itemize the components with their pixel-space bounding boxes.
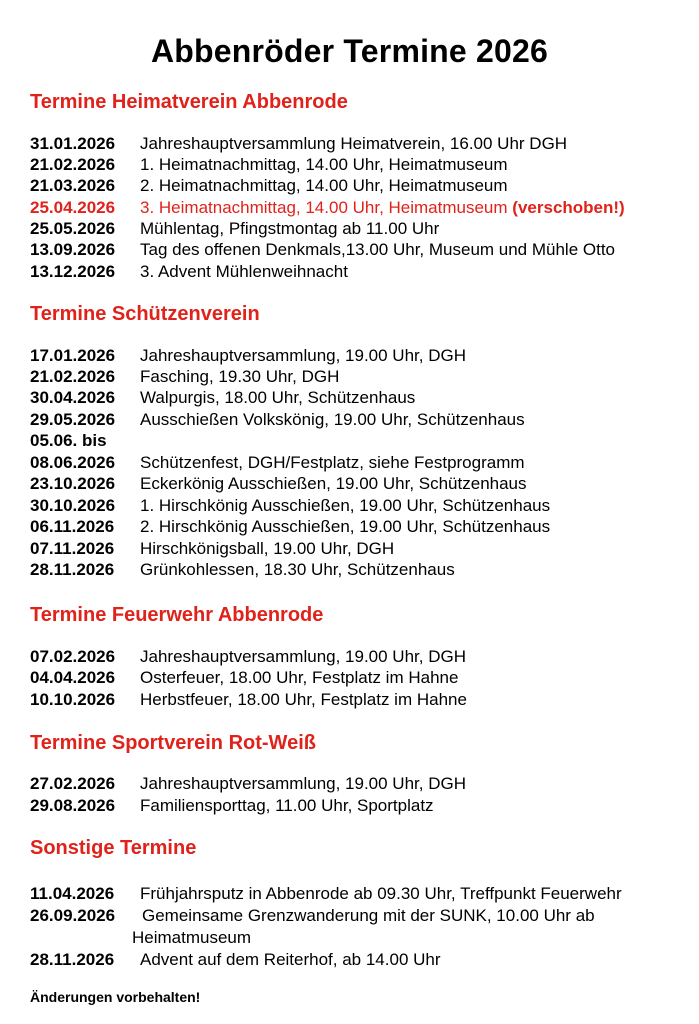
heading-schuetzenverein: Termine Schützenverein — [30, 303, 260, 325]
event-text: Osterfeuer, 18.00 Uhr, Festplatz im Hahne — [140, 668, 459, 687]
event-text: Mühlentag, Pfingstmontag ab 11.00 Uhr — [140, 219, 440, 238]
event-text: 2. Hirschkönig Ausschießen, 19.00 Uhr, Schützenhaus — [140, 517, 551, 536]
heading-feuerwehr: Termine Feuerwehr Abbenrode — [30, 604, 324, 626]
heading-heimatverein: Termine Heimatverein Abbenrode — [30, 91, 348, 113]
event-text: Eckerkönig Ausschießen, 19.00 Uhr, Schützenhaus — [140, 474, 527, 493]
event-text: Walpurgis, 18.00 Uhr, Schützenhaus — [140, 388, 416, 407]
event-date: 21.02.2026 — [30, 367, 116, 386]
event-date: 06.11.2026 — [30, 517, 115, 536]
event-date: 10.10.2026 — [30, 690, 116, 709]
event-date: 25.05.2026 — [30, 219, 116, 238]
event-date: 28.11.2026 — [30, 950, 115, 969]
event-text: 1. Hirschkönig Ausschießen, 19.00 Uhr, Schützenhaus — [140, 496, 551, 515]
event-date-range-start: 05.06. bis — [30, 431, 107, 450]
event-date: 31.01.2026 — [30, 134, 116, 153]
event-text-wrapper — [140, 197, 625, 218]
event-text: Jahreshauptversammlung, 19.00 Uhr, DGH — [140, 774, 466, 793]
event-date: 07.02.2026 — [30, 647, 116, 666]
event-text: Ausschießen Volkskönig, 19.00 Uhr, Schützenhaus — [140, 410, 525, 429]
event-date: 04.04.2026 — [30, 668, 116, 687]
event-text: Gemeinsame Grenzwanderung mit der SUNK, 10.00 Uhr ab — [142, 906, 595, 925]
event-date: 29.05.2026 — [30, 410, 116, 429]
event-text: Familiensporttag, 11.00 Uhr, Sportplatz — [140, 796, 434, 815]
event-text: Schützenfest, DGH/Festplatz, siehe Festprogramm — [140, 453, 525, 472]
event-date: 29.08.2026 — [30, 796, 116, 815]
event-date: 08.06.2026 — [30, 453, 116, 472]
event-text: 3. Advent Mühlenweihnacht — [140, 262, 348, 281]
document-title: Abbenröder Termine 2026 — [150, 33, 549, 69]
event-text: Herbstfeuer, 18.00 Uhr, Festplatz im Hahne — [140, 690, 467, 709]
event-text: Fasching, 19.30 Uhr, DGH — [140, 367, 340, 386]
event-date: 13.12.2026 — [30, 262, 116, 281]
event-date: 26.09.2026 — [30, 906, 116, 925]
event-text: 1. Heimatnachmittag, 14.00 Uhr, Heimatmuseum — [140, 155, 508, 174]
event-date: 13.09.2026 — [30, 240, 116, 259]
event-date: 25.04.2026 — [30, 198, 116, 217]
event-date: 17.01.2026 — [30, 346, 116, 365]
event-date: 23.10.2026 — [30, 474, 116, 493]
event-date: 30.10.2026 — [30, 496, 116, 515]
event-text: Jahreshauptversammlung, 19.00 Uhr, DGH — [140, 346, 466, 365]
event-date: 28.11.2026 — [30, 560, 115, 579]
event-date: 27.02.2026 — [30, 774, 116, 793]
event-text: 2. Heimatnachmittag, 14.00 Uhr, Heimatmuseum — [140, 176, 508, 195]
event-text: Tag des offenen Denkmals,13.00 Uhr, Museum und Mühle Otto — [140, 240, 616, 259]
disclaimer-footer: Änderungen vorbehalten! — [30, 989, 201, 1005]
event-text: Hirschkönigsball, 19.00 Uhr, DGH — [140, 539, 395, 558]
event-text: Jahreshauptversammlung, 19.00 Uhr, DGH — [140, 647, 466, 666]
event-text: Frühjahrsputz in Abbenrode ab 09.30 Uhr, Treffpunkt Feuerwehr — [140, 884, 622, 903]
event-text: Jahreshauptversammlung Heimatverein, 16.00 Uhr DGH — [140, 134, 568, 153]
event-date: 21.03.2026 — [30, 176, 116, 195]
event-text-continuation: Heimatmuseum — [132, 928, 252, 947]
event-text: 3. Heimatnachmittag, 14.00 Uhr, Heimatmuseum — [140, 198, 508, 217]
event-date: 11.04.2026 — [30, 884, 115, 903]
event-date: 07.11.2026 — [30, 539, 115, 558]
postponed-note: (verschoben!) — [512, 198, 625, 217]
event-text: Advent auf dem Reiterhof, ab 14.00 Uhr — [140, 950, 441, 969]
heading-sonstige: Sonstige Termine — [30, 837, 197, 859]
event-text: Grünkohlessen, 18.30 Uhr, Schützenhaus — [140, 560, 455, 579]
heading-sportverein: Termine Sportverein Rot-Weiß — [30, 732, 316, 754]
event-date: 30.04.2026 — [30, 388, 116, 407]
event-date: 21.02.2026 — [30, 155, 116, 174]
